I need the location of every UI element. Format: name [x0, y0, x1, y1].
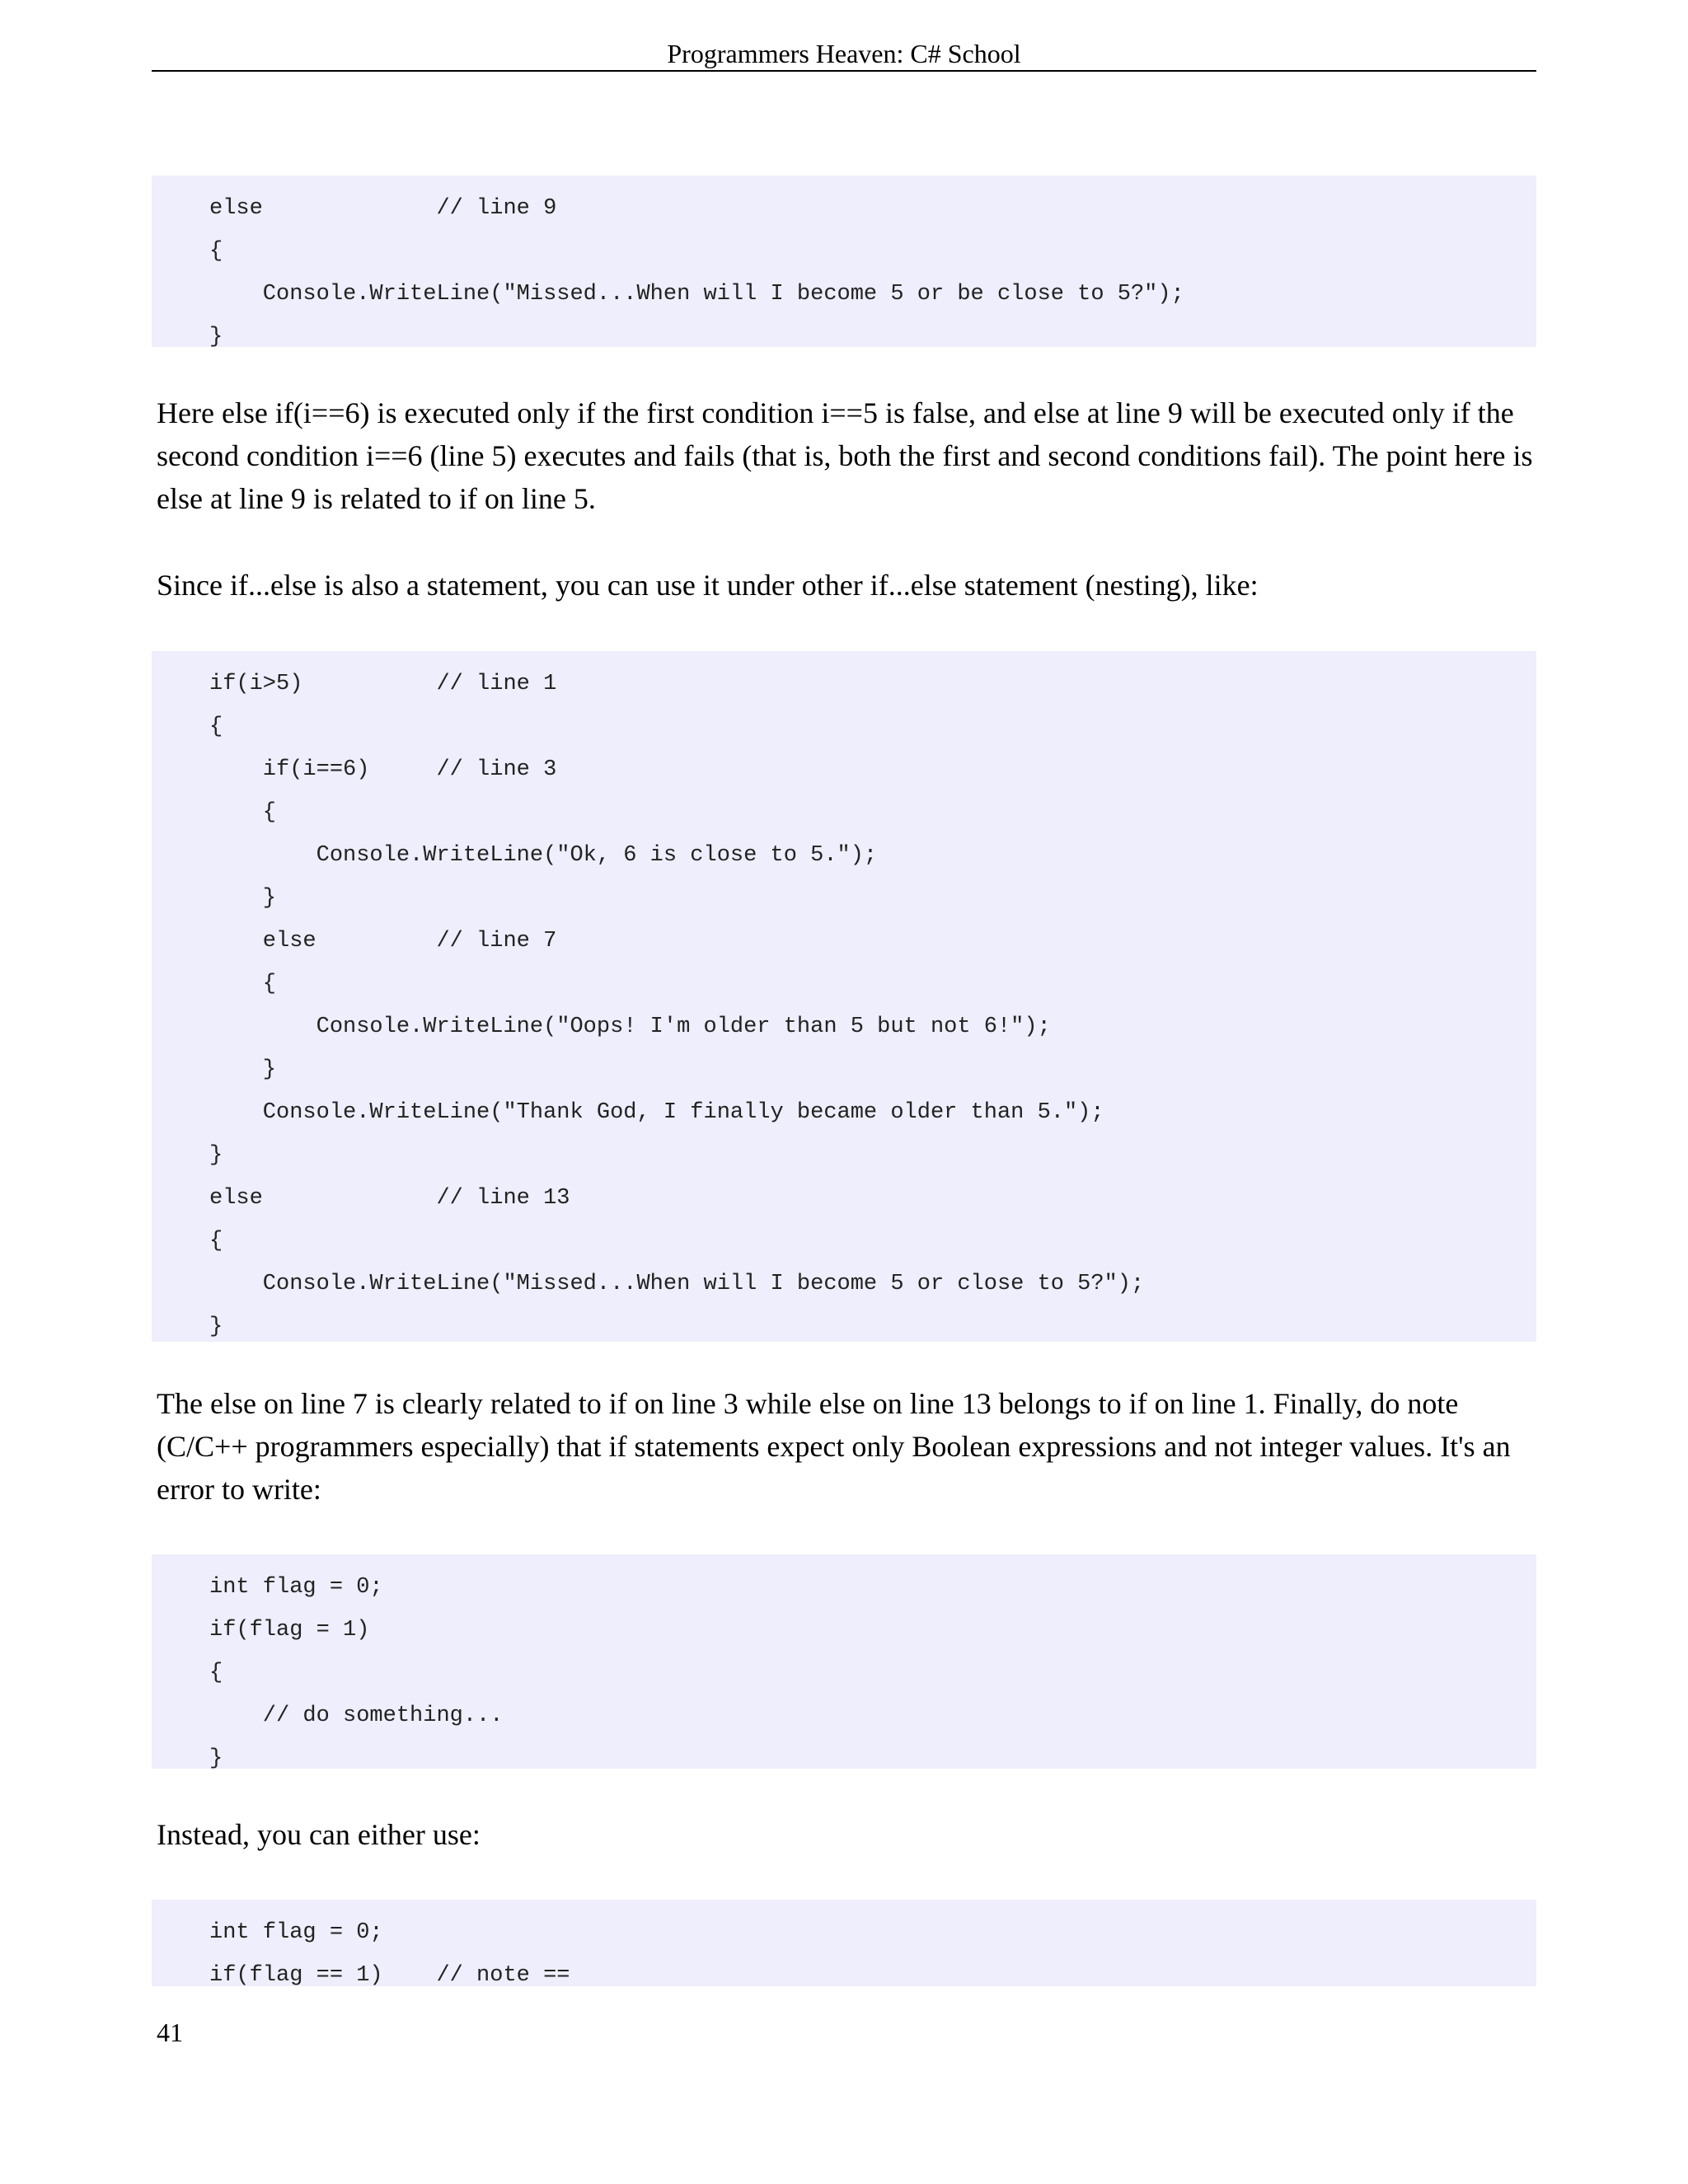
- code-text: else // line 9: [209, 196, 557, 221]
- code-text: {: [209, 800, 277, 825]
- body-paragraph: The else on line 7 is clearly related to if on line 3 while else on line 13 belongs to if on line 1. Finally, do note (C/C++ programmers especially) that if statements expect only Boolean expressions and not integer values. It's an error to write:: [157, 1387, 1511, 1506]
- code-text: int flag = 0;: [209, 1920, 383, 1945]
- code-line: [152, 1305, 1536, 1348]
- code-text: Console.WriteLine("Missed...When will I become 5 or close to 5?");: [209, 1272, 1145, 1296]
- code-line: [152, 1263, 1536, 1305]
- code-text: {: [209, 715, 223, 739]
- code-line: [152, 1134, 1536, 1177]
- code-text: }: [209, 1315, 223, 1339]
- code-text: }: [209, 1057, 277, 1082]
- code-line: [152, 1911, 1536, 1954]
- code-text: {: [209, 972, 277, 996]
- code-block: [152, 1554, 1536, 1769]
- code-line: [152, 230, 1536, 273]
- code-line: [152, 1694, 1536, 1737]
- code-line: [152, 187, 1536, 230]
- code-block: [152, 176, 1536, 347]
- code-line: [152, 1652, 1536, 1694]
- code-line: [152, 1220, 1536, 1263]
- code-line: [152, 316, 1536, 359]
- code-line: [152, 1954, 1536, 1997]
- code-line: [152, 1609, 1536, 1652]
- code-text: {: [209, 239, 223, 264]
- code-text: Console.WriteLine("Oops! I'm older than 5 but not 6!");: [209, 1015, 1051, 1039]
- code-line: [152, 1091, 1536, 1134]
- code-line: [152, 920, 1536, 963]
- code-text: else // line 13: [209, 1186, 570, 1211]
- code-line: [152, 834, 1536, 877]
- code-line: [152, 1048, 1536, 1091]
- code-block: [152, 651, 1536, 1342]
- code-text: if(flag == 1) // note ==: [209, 1963, 570, 1988]
- body-paragraph: Here else if(i==6) is executed only if the first condition i==5 is false, and else at line 9 will be executed only if the second condition i==6 (line 5) executes and fails (that is, both the first and second conditions fail). The point here is else at line 9 is related to if on line 5.: [157, 396, 1533, 515]
- code-text: }: [209, 325, 223, 349]
- code-line: [152, 705, 1536, 748]
- code-line: [152, 273, 1536, 316]
- code-text: Console.WriteLine("Ok, 6 is close to 5.");: [209, 843, 878, 868]
- code-block: [152, 1900, 1536, 1986]
- code-text: if(i==6) // line 3: [209, 757, 557, 782]
- body-paragraph: Since if...else is also a statement, you can use it under other if...else statement (nesting), like:: [157, 569, 1259, 602]
- code-text: Console.WriteLine("Thank God, I finally became older than 5.");: [209, 1100, 1104, 1125]
- code-line: [152, 877, 1536, 920]
- code-text: {: [209, 1661, 223, 1685]
- page-number: 41: [157, 2018, 183, 2047]
- code-text: }: [209, 1746, 223, 1771]
- code-text: // do something...: [209, 1704, 504, 1728]
- header-rule: [152, 70, 1536, 72]
- code-text: }: [209, 1143, 223, 1168]
- code-text: int flag = 0;: [209, 1575, 383, 1600]
- code-line: [152, 1566, 1536, 1609]
- body-paragraph: Instead, you can either use:: [157, 1818, 481, 1851]
- code-text: if(i>5) // line 1: [209, 672, 557, 696]
- code-text: if(flag = 1): [209, 1618, 370, 1643]
- code-text: {: [209, 1229, 223, 1254]
- code-line: [152, 1177, 1536, 1220]
- code-text: }: [209, 886, 277, 911]
- code-line: [152, 748, 1536, 791]
- code-line: [152, 1005, 1536, 1048]
- code-line: [152, 663, 1536, 705]
- code-line: [152, 963, 1536, 1005]
- code-text: Console.WriteLine("Missed...When will I become 5 or be close to 5?");: [209, 282, 1184, 307]
- code-line: [152, 1737, 1536, 1780]
- running-header: Programmers Heaven: C# School: [667, 39, 1021, 68]
- code-text: else // line 7: [209, 929, 557, 954]
- code-line: [152, 791, 1536, 834]
